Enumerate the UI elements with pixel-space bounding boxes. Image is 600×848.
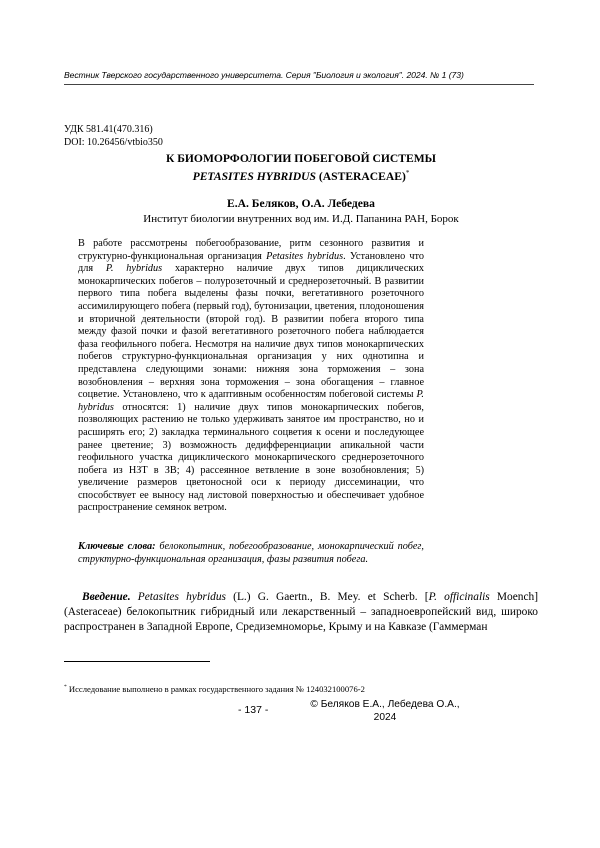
journal-header: Вестник Тверского государственного университета. Серия "Биология и экология". 2024. № 1 (73): [64, 70, 464, 80]
abstract-species: P. hybridus: [78, 389, 424, 413]
doi: DOI: 10.26456/vtbio350: [64, 137, 163, 148]
abstract: [78, 238, 424, 515]
affiliation: Институт биологии внутренних вод им. И.Д. Папанина РАН, Борок: [143, 213, 459, 225]
footnote-rule: [64, 661, 210, 662]
title-footnote-mark: *: [405, 169, 410, 177]
keywords: [78, 541, 424, 566]
abstract-species: P. hybridus: [105, 263, 163, 275]
article-title: [64, 152, 538, 184]
title-line-1: К БИОМОРФОЛОГИИ ПОБЕГОВОЙ СИСТЕМЫ: [165, 152, 437, 165]
footnote: [64, 684, 538, 694]
footnote-text: Исследование выполнено в рамках государственного задания № 124032100076-2: [66, 684, 365, 694]
keywords-text: белокопытник, побегообразование, монокарпический побег, структурно-функциональная организация, фазы развития побега.: [78, 541, 424, 565]
title-species: PETASITES HYBRIDUS: [192, 169, 316, 183]
abstract-text: В работе рассмотрены побегообразование, ритм сезонного развития и структурно-функциональная организация: [78, 238, 424, 262]
keywords-label: Ключевые слова:: [78, 541, 156, 552]
intro-species: Petasites hybridus: [130, 591, 226, 603]
header-rule: [64, 84, 534, 85]
abstract-species: Petasites hybridus: [266, 250, 344, 262]
article-meta: [64, 123, 163, 149]
intro-text: (L.) G. Gaertn., B. Mey. et Scherb. [: [225, 591, 429, 603]
intro-label: Введение.: [82, 591, 131, 603]
abstract-text: характерно наличие двух типов дициклических монокарпических побегов – полурозеточный и среднерозеточный. В развитии первого типа побега выделены фазы почки, вегетативного розеточного ассимилирующего побега (первый год), бутонизации, цветения, плодоношения и вторичной деятельности (второй год). В развитии побега второго типа между фазой почки и фазой вегетативного розеточного побега наблюдается фаза геофильного побега. Несмотря на наличие двух типов монокарпических побегов структурно-функциональная организация у них однотипна и представлена следующими зонами: нижняя зона торможения – зона возобновления – верхняя зона торможения – зона обогащения – главное соцветие. Установлено, что к адаптивным особенностям побеговой системы: [78, 263, 424, 401]
footnote-mark: *: [64, 684, 67, 691]
udk-code: УДК 581.41(470.316): [64, 124, 153, 135]
copyright: [300, 699, 470, 724]
title-line-2: [64, 166, 538, 184]
page-number: - 137 -: [238, 704, 269, 716]
copyright-line-2: 2024: [373, 711, 397, 723]
intro-species: P. officinalis: [428, 591, 490, 603]
introduction-paragraph: [64, 590, 538, 635]
abstract-text: относятся: 1) наличие двух типов монокарпических побегов, позволяющих растению не только удерживать занятое им пространство, но и расширять его; 2) закладка терминального соцветия к осени и последующее ранее цветение; 3) возможность дедифференциации апикальной части геофильного участка дициклического монокарпического среднерозеточного побега из НЗТ в ЗВ; 4) рассеянное ветвление в зоне возобновления; 5) увеличение размеров цветоносной оси к периоду диссеминации, что способствует ее выносу над листовой поверхностью и обеспечивает удобное распространение семянок ветром.: [78, 401, 424, 514]
abstract-text: . Установлено что для: [78, 250, 424, 275]
copyright-line-1: © Беляков Е.А., Лебедева О.А.,: [310, 699, 460, 710]
title-family: (ASTERACEAE): [316, 169, 406, 183]
authors: Е.А. Беляков, О.А. Лебедева: [227, 197, 375, 210]
intro-text: Moench] (Asteraceae) белокопытник гибридный или лекарственный – западноевропейский вид, широко распространен в Западной Европе, Средиземноморье, Крыму и на Кавказе (Гаммерман: [64, 591, 539, 633]
